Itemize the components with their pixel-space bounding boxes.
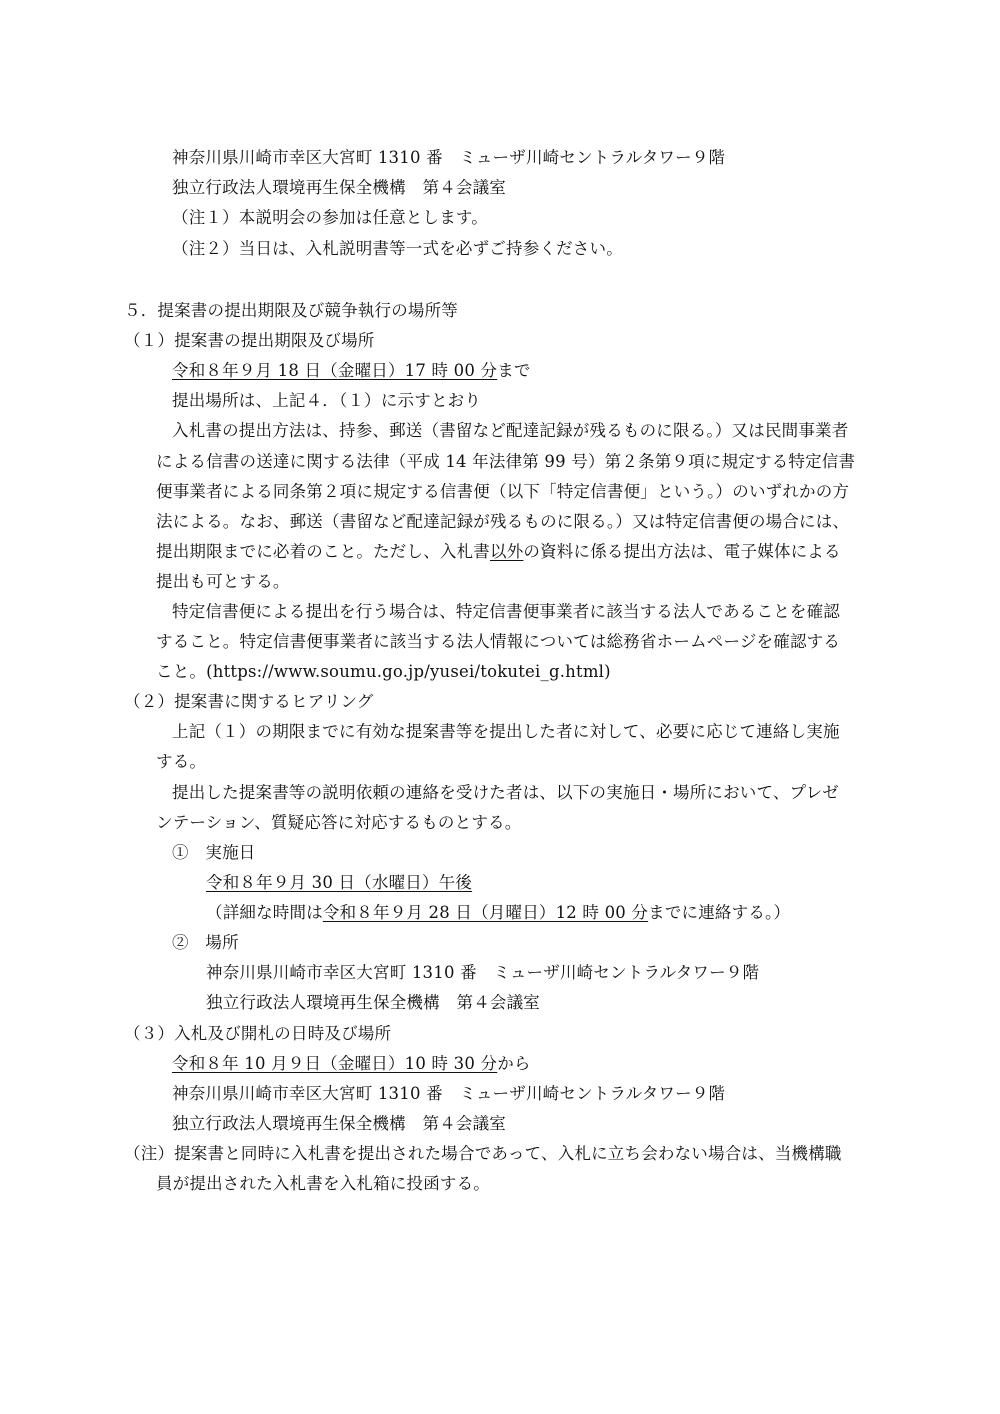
address-line: 神奈川県川崎市幸区大宮町 1310 番 ミューザ川崎セントラルタワー９階 — [172, 148, 726, 167]
underlined-text: 令和８年 10 月９日（金曜日）10 時 30 分 — [172, 1054, 498, 1073]
paragraph-line: 特定信書便による提出を行う場合は、特定信書便事業者に該当する法人であることを確認 — [172, 602, 840, 621]
item-2-label: ② 場所 — [172, 933, 239, 952]
paragraph-line: による信書の送達に関する法律（平成 14 年法律第 99 号）第２条第９項に規定する特定信書 — [156, 452, 856, 471]
text-span: （詳細な時間は — [206, 903, 323, 922]
subsection-1-title: （１）提案書の提出期限及び場所 — [124, 331, 375, 350]
deadline-date: 令和８年９月 18 日（金曜日）17 時 00 分 — [172, 361, 498, 380]
item-2-organization: 独立行政法人環境再生保全機構 第４会議室 — [206, 993, 540, 1012]
text-span: 提出期限までに必着のこと。ただし、入札書 — [156, 542, 490, 561]
paragraph-line: 提出した提案書等の説明依頼の連絡を受けた者は、以下の実施日・場所において、プレゼ — [172, 783, 840, 802]
item-1-label: ① 実施日 — [172, 843, 256, 862]
text-span: までに連絡する。） — [648, 903, 791, 922]
paragraph-line: する。 — [156, 752, 207, 771]
underlined-text: 令和８年９月 28 日（月曜日）12 時 00 分 — [322, 903, 649, 922]
paragraph-line: 入札書の提出方法は、持参、郵送（書留など配達記録が残るものに限る。）又は民間事業者 — [172, 421, 849, 440]
note-2: （注２）当日は、入札説明書等一式を必ずご持参ください。 — [172, 239, 623, 258]
item-1-note — [206, 903, 790, 923]
underlined-text: 以外 — [490, 542, 524, 561]
closing-note-line: 員が提出された入札書を入札箱に投函する。 — [156, 1174, 490, 1193]
paragraph-line: 上記（１）の期限までに有効な提案書等を提出した者に対して、必要に応じて連絡し実施 — [172, 722, 840, 741]
organization-line: 独立行政法人環境再生保全機構 第４会議室 — [172, 178, 506, 197]
bid-datetime — [172, 1054, 531, 1074]
paragraph-line: 法による。なお、郵送（書留など配達記録が残るものに限る。）又は特定信書便の場合には、 — [156, 512, 850, 531]
submission-place: 提出場所は、上記４．（１）に示すとおり — [172, 391, 482, 410]
deadline-suffix: まで — [497, 361, 531, 380]
bid-organization: 独立行政法人環境再生保全機構 第４会議室 — [172, 1114, 506, 1133]
bid-address: 神奈川県川崎市幸区大宮町 1310 番 ミューザ川崎セントラルタワー９階 — [172, 1084, 726, 1103]
paragraph-line: こと。(https://www.soumu.go.jp/yusei/tokutei_g.html) — [156, 662, 611, 681]
subsection-2-title: （２）提案書に関するヒアリング — [124, 692, 374, 711]
closing-note-line: （注）提案書と同時に入札書を提出された場合であって、入札に立ち会わない場合は、当機構職 — [124, 1144, 842, 1163]
paragraph-line: すること。特定信書便事業者に該当する法人情報については総務省ホームページを確認する — [156, 632, 841, 651]
paragraph-line: ンテーション、質疑応答に対応するものとする。 — [156, 813, 522, 832]
item-2-address: 神奈川県川崎市幸区大宮町 1310 番 ミューザ川崎セントラルタワー９階 — [206, 963, 760, 982]
paragraph-line: 便事業者による同条第２項に規定する信書便（以下「特定信書便」という。）のいずれかの方 — [156, 482, 850, 501]
deadline-line — [172, 361, 531, 381]
item-1-date — [206, 873, 472, 893]
paragraph-line — [156, 542, 841, 562]
note-1: （注１）本説明会の参加は任意とします。 — [172, 208, 488, 227]
subsection-3-title: （３）入札及び開札の日時及び場所 — [124, 1024, 392, 1043]
text-span: の資料に係る提出方法は、電子媒体による — [523, 542, 841, 561]
underlined-text: 令和８年９月 30 日（水曜日）午後 — [206, 873, 473, 892]
section-5-heading: ５．提案書の提出期限及び競争執行の場所等 — [124, 301, 458, 320]
text-span: から — [497, 1054, 531, 1073]
paragraph-line: 提出も可とする。 — [156, 572, 290, 591]
